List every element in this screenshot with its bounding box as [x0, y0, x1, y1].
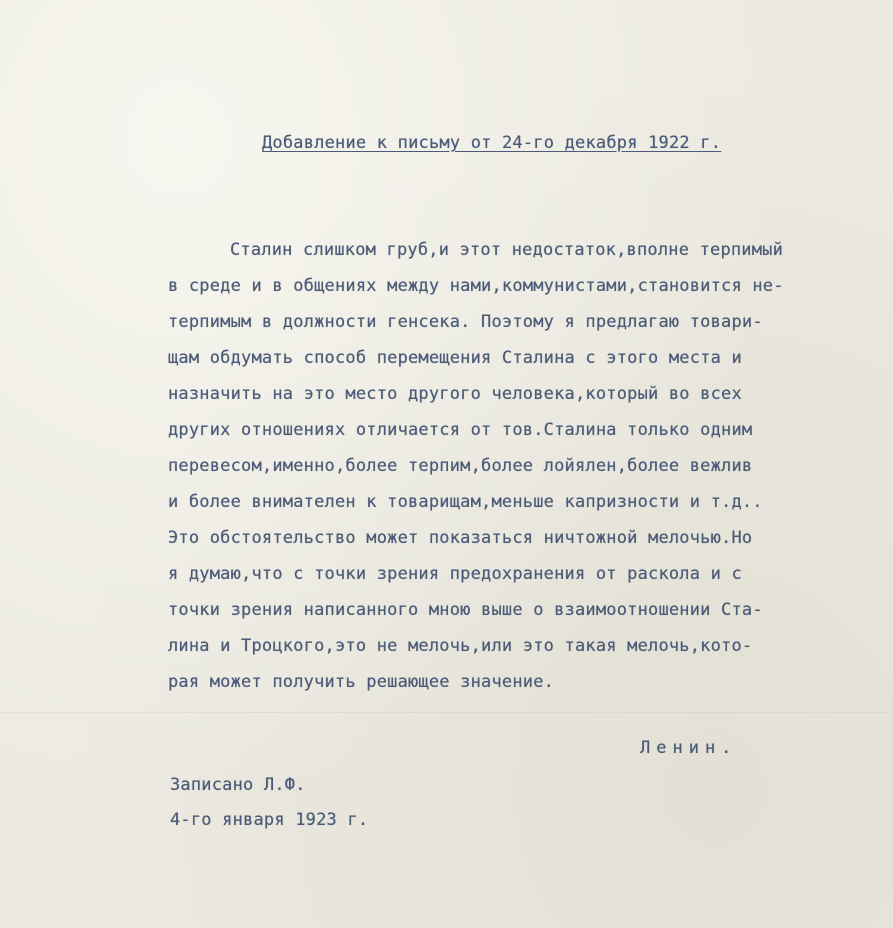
body-line: щам обдумать способ перемещения Сталина с этого места и: [168, 348, 742, 368]
document-date: 4-го января 1923 г.: [170, 810, 369, 830]
signature: Ленин.: [640, 738, 738, 758]
body-line: в среде и в общениях между нами,коммунистами,становится не-: [168, 276, 784, 296]
paper-fold-line: [0, 712, 893, 714]
body-line: терпимым в должности генсека. Поэтому я предлагаю товари-: [168, 312, 763, 332]
body-line: лина и Троцкого,это не мелочь,или это такая мелочь,кото-: [168, 636, 753, 656]
document-title: Добавление к письму от 24-го декабря 1922 г.: [262, 133, 722, 153]
recorded-by: Записано Л.Ф.: [170, 775, 306, 795]
body-line: перевесом,именно,более терпим,более лойялен,более вежлив: [168, 456, 753, 476]
body-line: Это обстоятельство может показаться ничтожной мелочью.Но: [168, 528, 753, 548]
body-line: Сталин слишком груб,и этот недостаток,вполне терпимый: [230, 240, 784, 260]
body-line: других отношениях отличается от тов.Сталина только одним: [168, 420, 753, 440]
body-line: рая может получить решающее значение.: [168, 672, 555, 692]
body-line: назначить на это место другого человека,который во всех: [168, 384, 742, 404]
body-line: я думаю,что с точки зрения предохранения от раскола и с: [168, 564, 742, 584]
body-line: точки зрения написанного мною выше о взаимоотношении Ста-: [168, 600, 763, 620]
body-line: и более внимателен к товарищам,меньше капризности и т.д..: [168, 492, 763, 512]
